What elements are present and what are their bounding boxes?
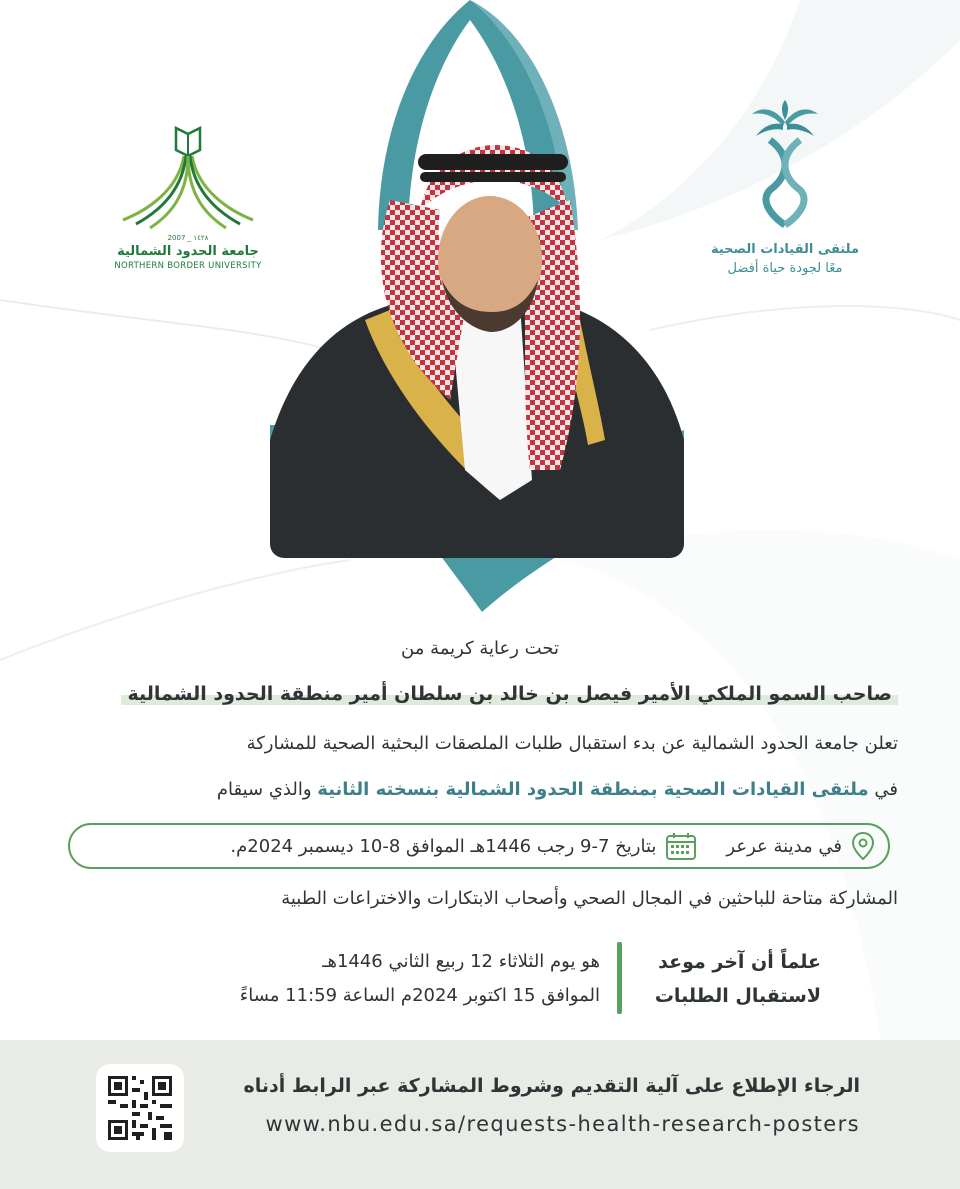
participation-line: المشاركة متاحة للباحثين في المجال الصحي وأصحاب الابتكارات والاختراعات الطبية [281, 888, 898, 909]
university-emblem-icon [118, 120, 258, 230]
university-name-ar: جامعة الحدود الشمالية [117, 244, 259, 259]
deadline-label-line2: لاستقبال الطلبات [654, 985, 821, 1007]
forum-logo [700, 100, 870, 276]
patron-name: صاحب السمو الملكي الأمير فيصل بن خالد بن سلطان أمير منطقة الحدود الشمالية [121, 683, 898, 705]
location-pin-icon [852, 832, 874, 860]
deadline-line2: الموافق 15 اكتوبر 2024م الساعة 11:59 مساءً [239, 985, 600, 1006]
deadline-label-line1: علماً أن آخر موعد [658, 951, 821, 973]
event-info-pill [68, 823, 890, 869]
deadline-divider [617, 942, 622, 1014]
deadline-label [636, 945, 821, 1013]
university-year: ١٤٢٨ _ 2007 [167, 234, 209, 242]
deadline-details [130, 945, 600, 1013]
deadline-line1: هو يوم الثلاثاء 12 ربيع الثاني 1446هـ [322, 951, 600, 972]
patron-intro: تحت رعاية كريمة من [401, 638, 559, 659]
qr-code-icon [96, 1064, 184, 1152]
palm-emblem-icon [750, 100, 820, 230]
forum-logo-title: ملتقى القيادات الصحية [710, 242, 859, 257]
patron-portrait [270, 140, 684, 558]
forum-name: ملتقى القيادات الصحية بمنطقة الحدود الشمالية بنسخته الثانية [317, 779, 869, 800]
event-city: في مدينة عرعر [726, 835, 842, 857]
footer-title: الرجاء الإطلاع على آلية التقديم وشروط المشاركة عبر الرابط أدناه [243, 1075, 860, 1097]
forum-line-prefix: في [874, 779, 898, 800]
university-logo [108, 120, 268, 271]
event-date: بتاريخ 7-9 رجب 1446هـ الموافق 8-10 ديسمبر 2024م. [230, 835, 657, 857]
forum-line-suffix: والذي سيقام [216, 779, 312, 800]
forum-logo-tagline: معًا لجودة حياة أفضل [727, 261, 843, 276]
announcement-line: تعلن جامعة الحدود الشمالية عن بدء استقبال طلبات الملصقات البحثية الصحية للمشاركة [246, 733, 898, 754]
forum-line [62, 779, 898, 800]
qr-code[interactable] [96, 1064, 184, 1152]
registration-link[interactable]: www.nbu.edu.sa/requests-health-research-posters [265, 1112, 860, 1136]
university-name-en: NORTHERN BORDER UNIVERSITY [114, 261, 262, 271]
calendar-icon [666, 832, 696, 860]
